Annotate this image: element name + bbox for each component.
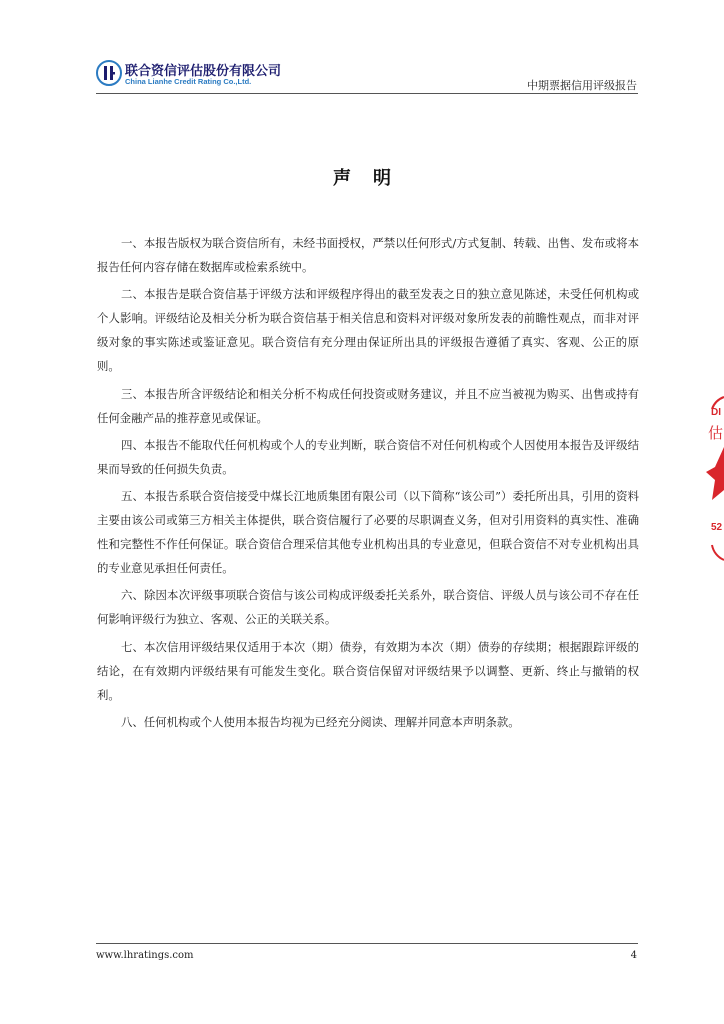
statement-paragraph: 五、本报告系联合资信接受中煤长江地质集团有限公司（以下简称“该公司”）委托所出具，引用的资料主要由该公司或第三方相关主体提供，联合资信履行了必要的尽职调查义务，但对引用资料的真实性、准确性和完整性不作任何保证。联合资信合理采信其他专业机构出具的专业意见，但联合资信不对专业机构出具的专业意见承担任何责任。	[97, 488, 639, 576]
page-title: 声明	[333, 168, 413, 189]
statement-paragraph: 六、除因本次评级事项联合资信与该公司构成评级委托关系外，联合资信、评级人员与该公司不存在任何影响评级行为独立、客观、公正的关联关系。	[97, 588, 639, 627]
stamp-star-icon	[706, 447, 724, 500]
statement-paragraph: 一、本报告版权为联合资信所有，未经书面授权，严禁以任何形式/方式复制、转载、出售、发布或将本报告任何内容存储在数据库或检索系统中。	[97, 236, 639, 275]
footer-url: www.lhratings.com	[96, 950, 194, 961]
statement-body	[97, 231, 639, 737]
stamp-top-text: DI	[711, 407, 721, 418]
page-number: 4	[630, 950, 637, 961]
company-logo	[96, 60, 286, 92]
stamp-bottom-text: 52	[711, 522, 723, 533]
logo-company-name-cn: 联合资信评估股份有限公司	[125, 64, 282, 79]
statement-paragraph: 八、任何机构或个人使用本报告均视为已经充分阅读、理解并同意本声明条款。	[121, 714, 520, 729]
statement-paragraph: 四、本报告不能取代任何机构或个人的专业判断，联合资信不对任何机构或个人因使用本报告及评级结果而导致的任何损失负责。	[97, 437, 639, 476]
logo-company-name-en: China Lianhe Credit Rating Co.,Ltd.	[125, 77, 252, 86]
header-divider	[96, 93, 638, 94]
report-type: 中期票据信用评级报告	[527, 79, 637, 92]
statement-paragraph: 三、本报告所含评级结论和相关分析不构成任何投资或财务建议，并且不应当被视为购买、出售或持有任何金融产品的推荐意见或保证。	[97, 386, 639, 425]
lianhe-logo-icon	[96, 60, 122, 86]
statement-paragraph: 二、本报告是联合资信基于评级方法和评级程序得出的截至发表之日的独立意见陈述，未受任何机构或个人影响。评级结论及相关分析为联合资信基于相关信息和资料对评级对象所发表的前瞻性观点，而非对评级对象的事实陈述或鉴证意见。联合资信有充分理由保证所出具的评级报告遵循了真实、客观、公正的原则。	[97, 287, 639, 374]
company-seal-stamp	[702, 395, 724, 570]
statement-paragraph: 七、本次信用评级结果仅适用于本次（期）债券，有效期为本次（期）债券的存续期；根据跟踪评级的结论，在有效期内评级结果有可能发生变化。联合资信保留对评级结果予以调整、更新、终止与撤销的权利。	[97, 639, 639, 702]
stamp-middle-text: 估	[708, 424, 724, 442]
footer-divider	[96, 943, 638, 944]
